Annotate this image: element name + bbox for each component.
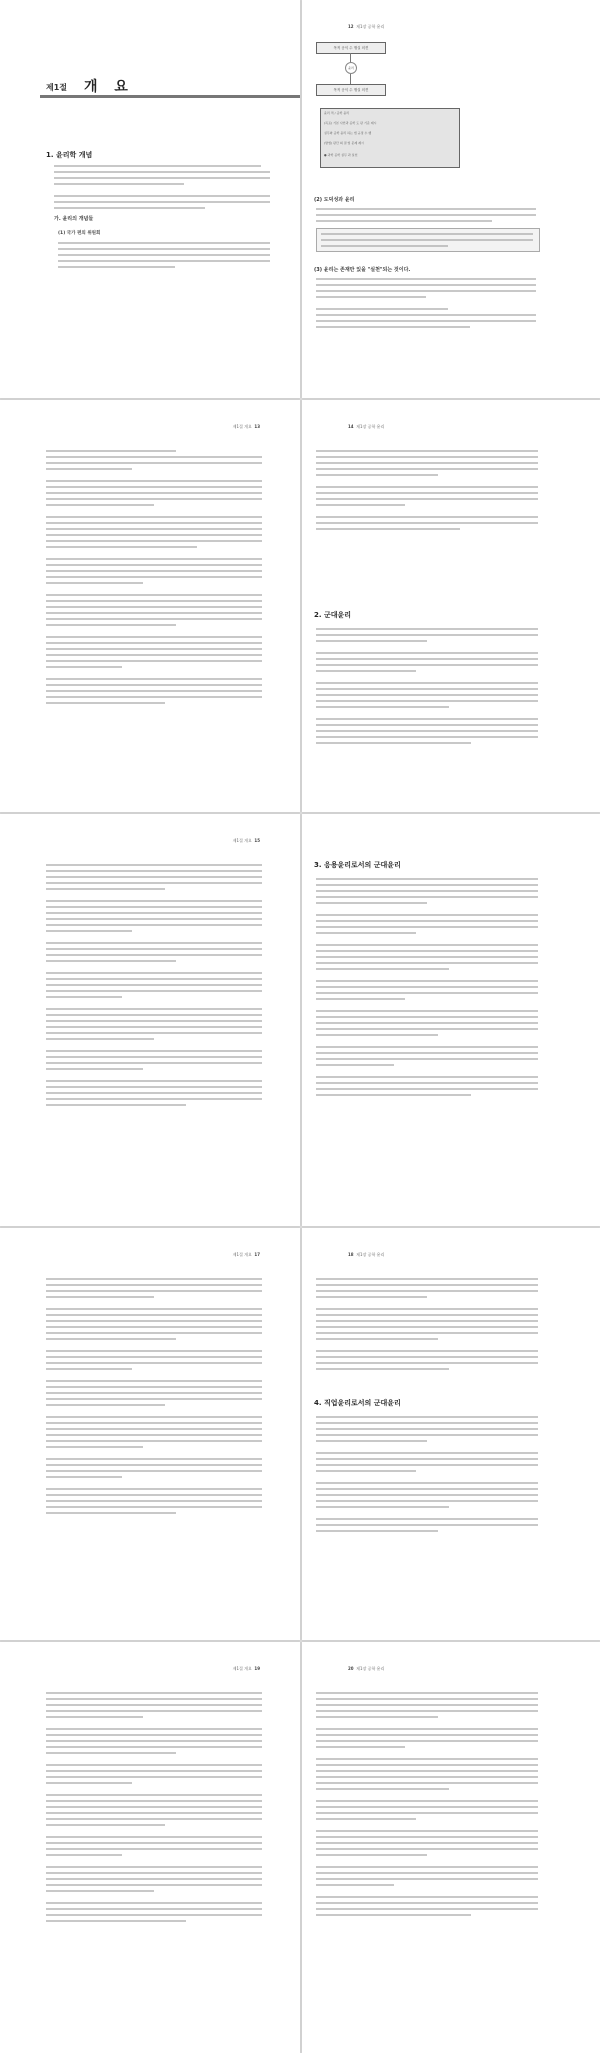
body-text (46, 864, 262, 1110)
heading-morality: (2) 도덕성과 윤리 (314, 197, 355, 203)
heading-professional-ethics: 4. 직업윤리로서의 군대윤리 (314, 1399, 401, 1407)
body-text (46, 1278, 262, 1518)
page-14 (302, 400, 600, 812)
heading-practice: (3) 윤리는 존재만 있을 "실천"되는 것이다. (314, 267, 411, 273)
page-18 (302, 1228, 600, 1640)
body-text (46, 450, 262, 708)
body-text (316, 878, 538, 1100)
body-text (58, 242, 270, 272)
page-13 (0, 400, 300, 812)
page-header: 제1절 개요 13 (232, 424, 260, 429)
heading-military-ethics: 2. 군대윤리 (314, 611, 352, 619)
quote-box (316, 228, 540, 252)
panel-line: (방법) 판단 의 결 업 문제 제시 (324, 141, 364, 145)
page-header: 12 제1장 공학 윤리 (348, 24, 385, 29)
panel-line: ● 과학 공학 실무 과 실천 (324, 153, 358, 157)
page-header: 제1절 개요 19 (232, 1666, 260, 1671)
panel-line: 윤리 적 / 공학 윤리 (324, 111, 350, 115)
body-text (316, 1278, 538, 1374)
page-15 (0, 814, 300, 1226)
heading-ethics-concepts: 가. 윤리의 개념들 (54, 216, 94, 222)
diagram-box-top: 목적 공익 수 행실 의견 (316, 42, 386, 54)
body-text (46, 1692, 262, 1926)
page-header: 제1절 개요 15 (232, 838, 260, 843)
body-text (316, 450, 538, 534)
diagram-box-bottom: 목적 공익 수 행실 의견 (316, 84, 386, 96)
body-text (316, 628, 538, 748)
section-title: 개 요 (84, 79, 134, 95)
page-header: 제1절 개요 17 (232, 1252, 260, 1257)
page-17 (0, 1228, 300, 1640)
page-20 (302, 1642, 600, 2053)
body-text (316, 1692, 538, 1920)
heading-sub: (1) 국가 편의 위원회 (58, 231, 101, 236)
heading-applied-ethics: 3. 응용윤리로서의 군대윤리 (314, 861, 401, 869)
page-19 (0, 1642, 300, 2053)
body-text (316, 1416, 538, 1536)
page-header: 18 제1장 공학 윤리 (348, 1252, 385, 1257)
panel-line: 실무와 공학 윤리 하는 법 규정 수 행 (324, 131, 372, 135)
section-rule (40, 95, 300, 98)
body-text (54, 165, 270, 213)
page-12 (302, 0, 600, 398)
heading-ethics-concept: 1. 윤리학 개념 (46, 151, 93, 159)
page-header: 14 제1장 공학 윤리 (348, 424, 385, 429)
section-number: 제1절 (46, 83, 68, 92)
page-header: 20 제1장 공학 윤리 (348, 1666, 385, 1671)
body-text (316, 208, 536, 226)
diagram-arrow (350, 74, 351, 84)
page-16 (302, 814, 600, 1226)
body-text (316, 278, 536, 332)
diagram-panel (320, 108, 460, 168)
panel-line: (목표) 기본 사안과 공학 도 판 기준 제시 (324, 121, 377, 125)
page-1 (0, 0, 300, 398)
diagram-circle: 윤리 (345, 62, 357, 74)
